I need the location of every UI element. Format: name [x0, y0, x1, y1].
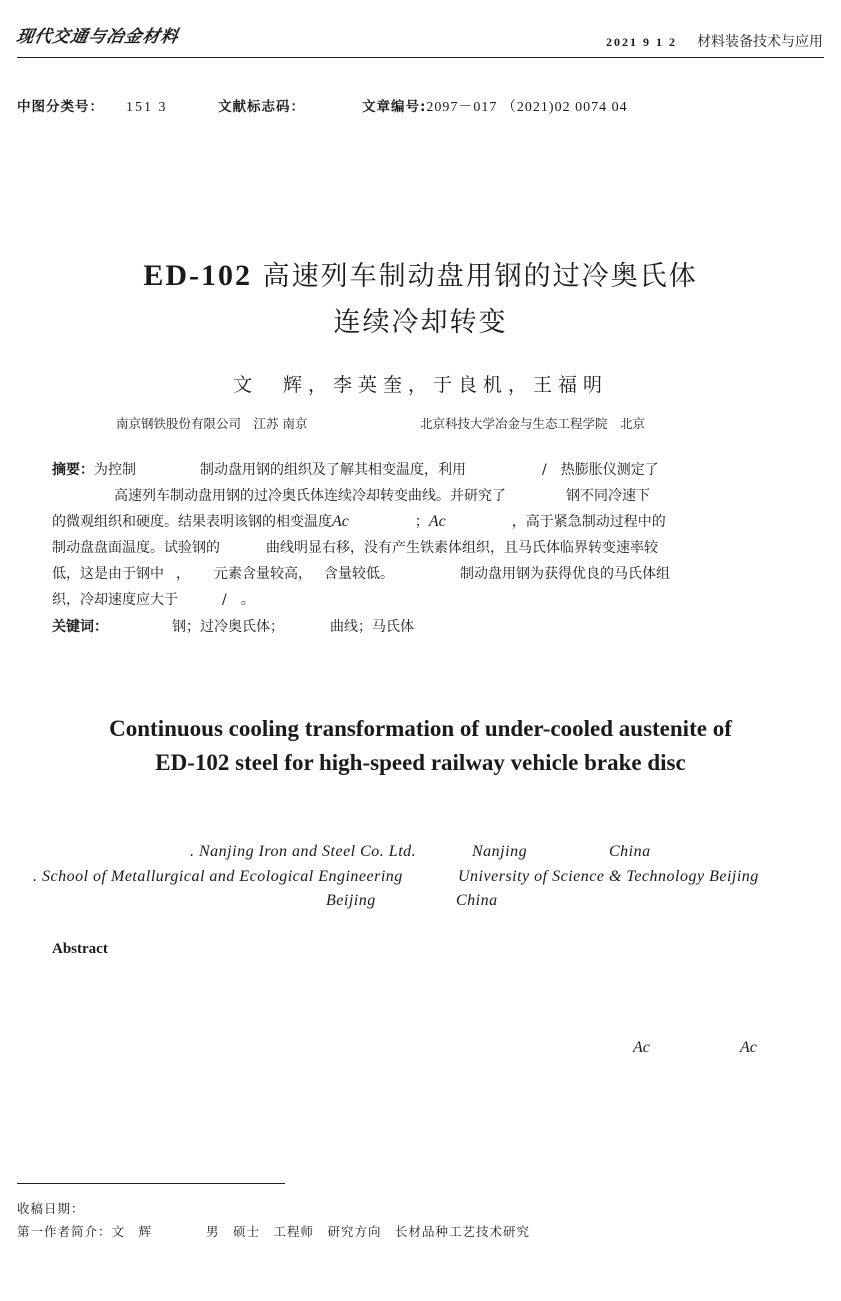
title-cn-line1: [0, 254, 841, 293]
abstract-text: 为控制: [94, 462, 136, 478]
abstract-cn: [52, 457, 786, 613]
abstract-cn-line: [52, 457, 786, 483]
abstract-en-ac1: Ac: [633, 1039, 650, 1056]
abstract-text: / 。: [222, 592, 255, 608]
article-no-value: 2097－017 （2021)02 0074 04: [426, 100, 628, 115]
abstract-text: 制动盘用钢的组织及了解其相变温度，利用: [200, 462, 466, 478]
abstract-cn-label: 摘要：: [52, 462, 94, 478]
clc-field: [17, 95, 168, 116]
affiliation-en-1-name: . Nanjing Iron and Steel Co. Ltd.: [190, 843, 417, 860]
journal-logo: 现代交通与冶金材料: [14, 27, 181, 47]
affiliation-cn-1: 南京钢铁股份有限公司 江苏 南京: [116, 416, 308, 431]
issue-info: [606, 31, 823, 51]
abstract-text: 织，冷却速度应大于: [52, 592, 178, 608]
abstract-text: / 热膨胀仪测定了: [542, 462, 659, 478]
abstract-text: 钢不同冷速下: [566, 488, 650, 504]
abstract-text: 高速列车制动盘用钢的过冷奥氏体连续冷却转变曲线。并研究了: [114, 488, 506, 504]
clc-label: 中图分类号：: [17, 99, 104, 115]
affiliation-en-2-univ: University of Science & Technology Beijing: [458, 868, 759, 885]
section-title: 材料装备技术与应用: [697, 34, 823, 50]
title-cn-grade: ED-102: [143, 259, 253, 292]
abstract-text: 曲线明显右移，没有产生铁素体组织，且马氏体临界转变速率较: [266, 540, 658, 556]
article-no-field: [362, 95, 628, 116]
abstract-ac1: Ac: [332, 513, 349, 530]
issue-date: 2021 9 1 2: [606, 35, 677, 49]
abstract-text: 元素含量较高，: [214, 566, 312, 582]
abstract-en-ac3: Ac: [740, 1039, 757, 1056]
abstract-text: 含量较低。: [324, 566, 394, 582]
title-en-line1: Continuous cooling transformation of under-cooled austenite of: [109, 716, 732, 741]
abstract-text: 制动盘用钢为获得优良的马氏体组: [460, 566, 670, 582]
title-cn-line2: 连续冷却转变: [333, 307, 508, 338]
doc-code-label: 文献标志码：: [218, 99, 305, 115]
abstract-cn-line: [52, 561, 786, 587]
affiliation-en-2-city: Beijing: [326, 892, 376, 909]
keywords-cn-text: 曲线；马氏体: [330, 619, 414, 635]
article-no-label: 文章编号:: [362, 99, 427, 115]
abstract-text: ，: [176, 566, 190, 582]
abstract-text: ，高于紧急制动过程中的: [511, 514, 666, 530]
abstract-text: 低，这是由于钢中: [52, 566, 164, 582]
affiliation-en-2-country: China: [456, 892, 498, 909]
footnote-rule: [17, 1183, 285, 1184]
abstract-cn-line: [52, 535, 786, 561]
abstract-cn-line: [52, 483, 786, 509]
affiliation-en-2-name: . School of Metallurgical and Ecological Engineering: [33, 868, 403, 885]
abstract-ac3: Ac: [428, 513, 446, 530]
abstract-text: 的微观组织和硬度。结果表明该钢的相变温度: [52, 514, 332, 530]
abstract-en-label: Abstract: [52, 941, 108, 957]
keywords-cn-text: 钢；过冷奥氏体；: [172, 619, 284, 635]
doc-code-field: [218, 95, 305, 115]
abstract-cn-line: [52, 587, 786, 613]
abstract-text: ；: [414, 514, 429, 530]
abstract-text: 制动盘盘面温度。试验钢的: [52, 540, 220, 556]
header-rule: [17, 57, 824, 58]
title-en-line2: ED-102 steel for high-speed railway vehicle brake disc: [155, 750, 686, 775]
received-date-label: 收稿日期：: [17, 1201, 85, 1216]
clc-value: 151 3: [126, 100, 168, 115]
abstract-cn-line: [52, 509, 786, 535]
keywords-cn-label: 关键词：: [52, 619, 108, 635]
keywords-cn: [52, 614, 786, 640]
affiliation-en-1-country: China: [609, 843, 651, 860]
author-bio: 第一作者简介：文 辉 男 硕士 工程师 研究方向 长材品种工艺技术研究: [17, 1224, 531, 1239]
title-cn-main: 高速列车制动盘用钢的过冷奥氏体: [262, 261, 698, 292]
affiliation-cn-2: 北京科技大学冶金与生态工程学院 北京: [420, 416, 646, 431]
affiliation-en-1-city: Nanjing: [472, 843, 528, 860]
authors: 文 辉，李英奎，于良机，王福明: [232, 374, 608, 396]
